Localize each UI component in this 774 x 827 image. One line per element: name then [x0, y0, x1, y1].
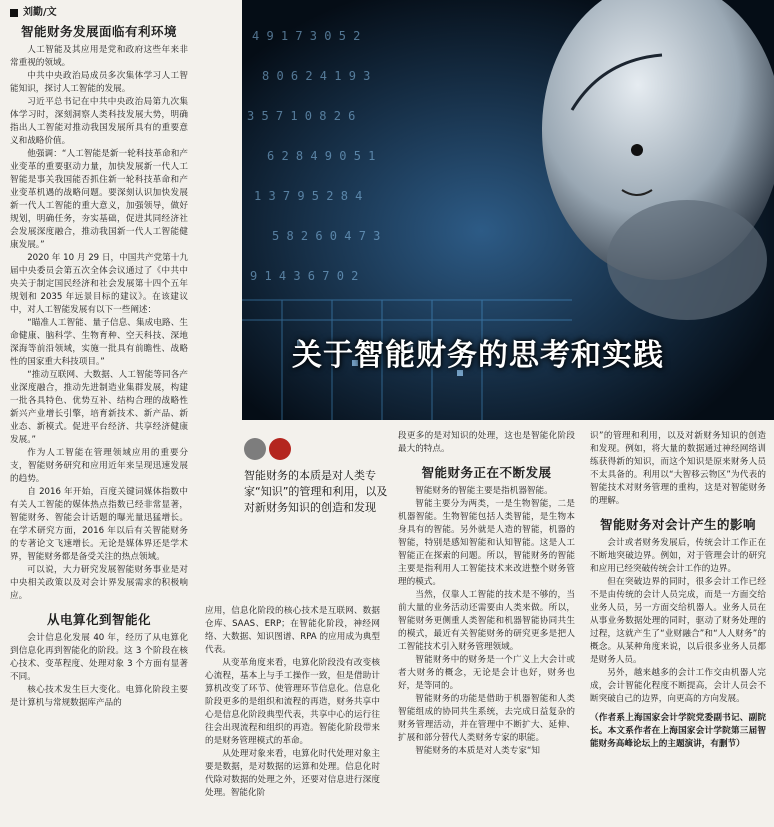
svg-text:6 2 8 4 9 0 5 1: 6 2 8 4 9 0 5 1	[267, 149, 376, 163]
byline-square-icon	[10, 9, 18, 17]
section1-heading: 智能财务发展面临有利环境	[20, 24, 177, 39]
author-note: （作者系上海国家会计学院党委副书记、副院长。本文系作者在上海国家会计学院第三届智能财务高峰论坛上的主题演讲，有删节）	[590, 713, 766, 749]
byline-text: 刘勤/文	[23, 7, 57, 18]
column-3	[398, 430, 575, 758]
section2-heading: 从电算化到智能化	[46, 612, 151, 627]
paragraph: 人工智能及其应用是党和政府这些年来非常重视的领域。	[10, 45, 188, 68]
paragraph: 当然，仅靠人工智能的技术是不够的，当前大量的业务活动还需要由人类来做。所以，智能财务更侧重人类智能和机器智能协同共生的模式，最近有关智能财务的研究更多是把人工智能技术引入财务管理领域。	[398, 590, 575, 652]
paragraph: 识”的管理和利用，以及对新财务知识的创造和发现。例如，将大量的数据通过神经网络训练获得新的知识，而这个知识是原来财务人员不太具备的。利用以“大智移云物区”为代表的智能技术对财务管理的重构，这是对智能财务的理解。	[590, 431, 766, 506]
paragraph: 应用，信息化阶段的核心技术是互联网、数据仓库、SAAS、ERP；在智能化阶段，神经网络、大数据、知识图谱、RPA 的应用成为典型代表。	[205, 606, 380, 655]
pull-quote	[244, 438, 392, 516]
paragraph: 自 2016 年开始，百度关键词媒体指数中有关人工智能的媒体热点指数已经非常显著，智能财务、智能会计话题的曝光量迅猛增长。在学术研究方面，2016 年以后有关智能财务的专著论文飞速增长。无论是媒体界还是学术界，智能财务都是备受关注的热点领域。	[10, 487, 188, 562]
svg-text:3 5 7 1 0 8 2 6: 3 5 7 1 0 8 2 6	[247, 109, 356, 123]
paragraph: “推动互联网、大数据、人工智能等同各产业深度融合，推动先进制造业集群发展，构建一批各具特色、优势互补、结构合理的战略性新兴产业增长引擎，培育新技术、新产品、新业态、新模式。促进平台经济、共享经济健康发展。”	[10, 370, 188, 445]
paragraph: 从变革角度来看，电算化阶段没有改变核心流程，基本上与手工操作一致，但是借助计算机改变了环节、使管理环节信息化。信息化阶段更多的是组织和流程的再造，财务共享中心是信息化阶段典型代表，共享中心的运行往往会出现流程和组织的再造。智能化阶段带来的是财务管理模式的革命。	[205, 658, 380, 746]
paragraph: 可以说，大力研究发展智能财务事业是对中央相关政策以及对会计界发展需求的积极响应。	[10, 565, 188, 601]
pull-quote-text: 智能财务的本质是对人类专家“知识”的管理和利用，以及对新财务知识的创造和发现	[244, 469, 388, 514]
paragraph: 智能财务的智能主要是指机器智能。	[415, 486, 553, 496]
paragraph: 中共中央政治局成员多次集体学习人工智能知识，探讨人工智能的发展。	[10, 71, 188, 94]
svg-text:5 8 2 6 0 4 7 3: 5 8 2 6 0 4 7 3	[272, 229, 381, 243]
paragraph: 段更多的是对知识的处理，这也是智能化阶段最大的特点。	[398, 431, 575, 454]
section3-heading: 智能财务正在不断发展	[421, 465, 552, 480]
paragraph: 2020 年 10 月 29 日，中国共产党第十九届中央委员会第五次全体会议通过了《中共中央关于制定国民经济和社会发展第十四个五年规划和 2035 年远景目标的建议》。在该建议中，对人工智能发展有以下一些阐述：	[10, 253, 188, 315]
paragraph: 作为人工智能在管理领域应用的重要分支，智能财务研究和应用近年来呈现迅速发展的趋势。	[10, 448, 188, 484]
gray-circle-icon	[244, 438, 266, 460]
paragraph: 会计信息化发展 40 年，经历了从电算化到信息化再到智能化的阶段。这 3 个阶段在核心技术、变革程度、处理对象 3 个方面有显著不同。	[10, 633, 188, 682]
svg-text:1 3 7 9 5 2 8 4: 1 3 7 9 5 2 8 4	[254, 189, 363, 203]
paragraph: 智能财务中的财务是一个广义上大会计或者大财务的概念，无论是会计也好，财务也好，是等同的。	[398, 655, 575, 691]
paragraph: 核心技术发生巨大变化。电算化阶段主要是计算机与常规数据库产品的	[10, 685, 188, 708]
svg-text:9 1 4 3 6 7 0 2: 9 1 4 3 6 7 0 2	[250, 269, 359, 283]
paragraph: 另外，越来越多的会计工作交由机器人完成，会计智能化程度不断提高，会计人员会不断突破自己的边界，向更高的方向发展。	[590, 668, 766, 704]
paragraph: 从处理对象来看，电算化时代处理对象主要是数据，是对数据的运算和处理。信息化时代除对数据的处理之外，还要对信息进行深度处理。智能化阶	[205, 749, 380, 798]
article-title: 关于智能财务的思考和实践	[292, 338, 664, 373]
paragraph: 但在突破边界的同时，很多会计工作已经不是由传统的会计人员完成，而是一方面交给业务人员，另一方面交给机器人。业务人员在从事业务数据处理的同时，驱动了财务处理的过程，这就产生了“业财融合”和“人人财务”的概念。从某种角度来说，以后很多业务人员都是财务人员。	[590, 577, 766, 665]
paragraph: 智能主要分为两类，一是生物智能，二是机器智能。生物智能包括人类智能，是生物本身具有的智能。另外就是人造的智能，机器的智能，特别是感知智能和认知智能。这是人工智能正在探索的问题。所以，智能财务的智能主要是指利用人工智能技术来改进整个财务管理的模式。	[398, 499, 575, 587]
paragraph: “瞄准人工智能、量子信息、集成电路、生命健康、脑科学、生物育种、空天科技、深地深海等前沿领域，实施一批具有前瞻性、战略性的国家重大科技项目。”	[10, 318, 188, 367]
svg-text:8 0 6 2 4 1 9 3: 8 0 6 2 4 1 9 3	[262, 69, 371, 83]
column-2	[205, 605, 380, 800]
byline	[10, 6, 188, 19]
paragraph: 会计或者财务发展后，传统会计工作正在不断地突破边界。例如，对于管理会计的研究和应用已经突破传统会计工作的边界。	[590, 538, 766, 574]
section4-heading: 智能财务对会计产生的影响	[599, 517, 756, 532]
paragraph: 智能财务的本质是对人类专家“知	[415, 746, 540, 756]
paragraph: 习近平总书记在中共中央政治局第九次集体学习时，深刻洞察人类科技发展大势，明确指出人工智能对推动我国发展所具有的重要意义和战略价值。	[10, 97, 188, 146]
quote-dots	[244, 438, 392, 460]
paragraph: 他强调：“人工智能是新一轮科技革命和产业变革的重要驱动力量，加快发展新一代人工智能是事关我国能否抓住新一轮科技革命和产业变革机遇的战略问题。要深刻认识加快发展新一代人工智能的重大意义，加强领导，做好规划，明确任务，夯实基础，促进其同经济社会发展深度融合，推动我国新一代人工智能健康发展。”	[10, 149, 188, 250]
paragraph: 智能财务的功能是借助于机器智能和人类智能组成的协同共生系统，去完成日益复杂的财务管理活动，并在管理中不断扩大、延伸、扩展和部分替代人类财务专家的职能。	[398, 694, 575, 743]
svg-text:4 9 1 7 3 0 5 2: 4 9 1 7 3 0 5 2	[252, 29, 361, 43]
column-4	[590, 430, 766, 751]
red-circle-icon	[269, 438, 291, 460]
column-1	[10, 6, 188, 710]
